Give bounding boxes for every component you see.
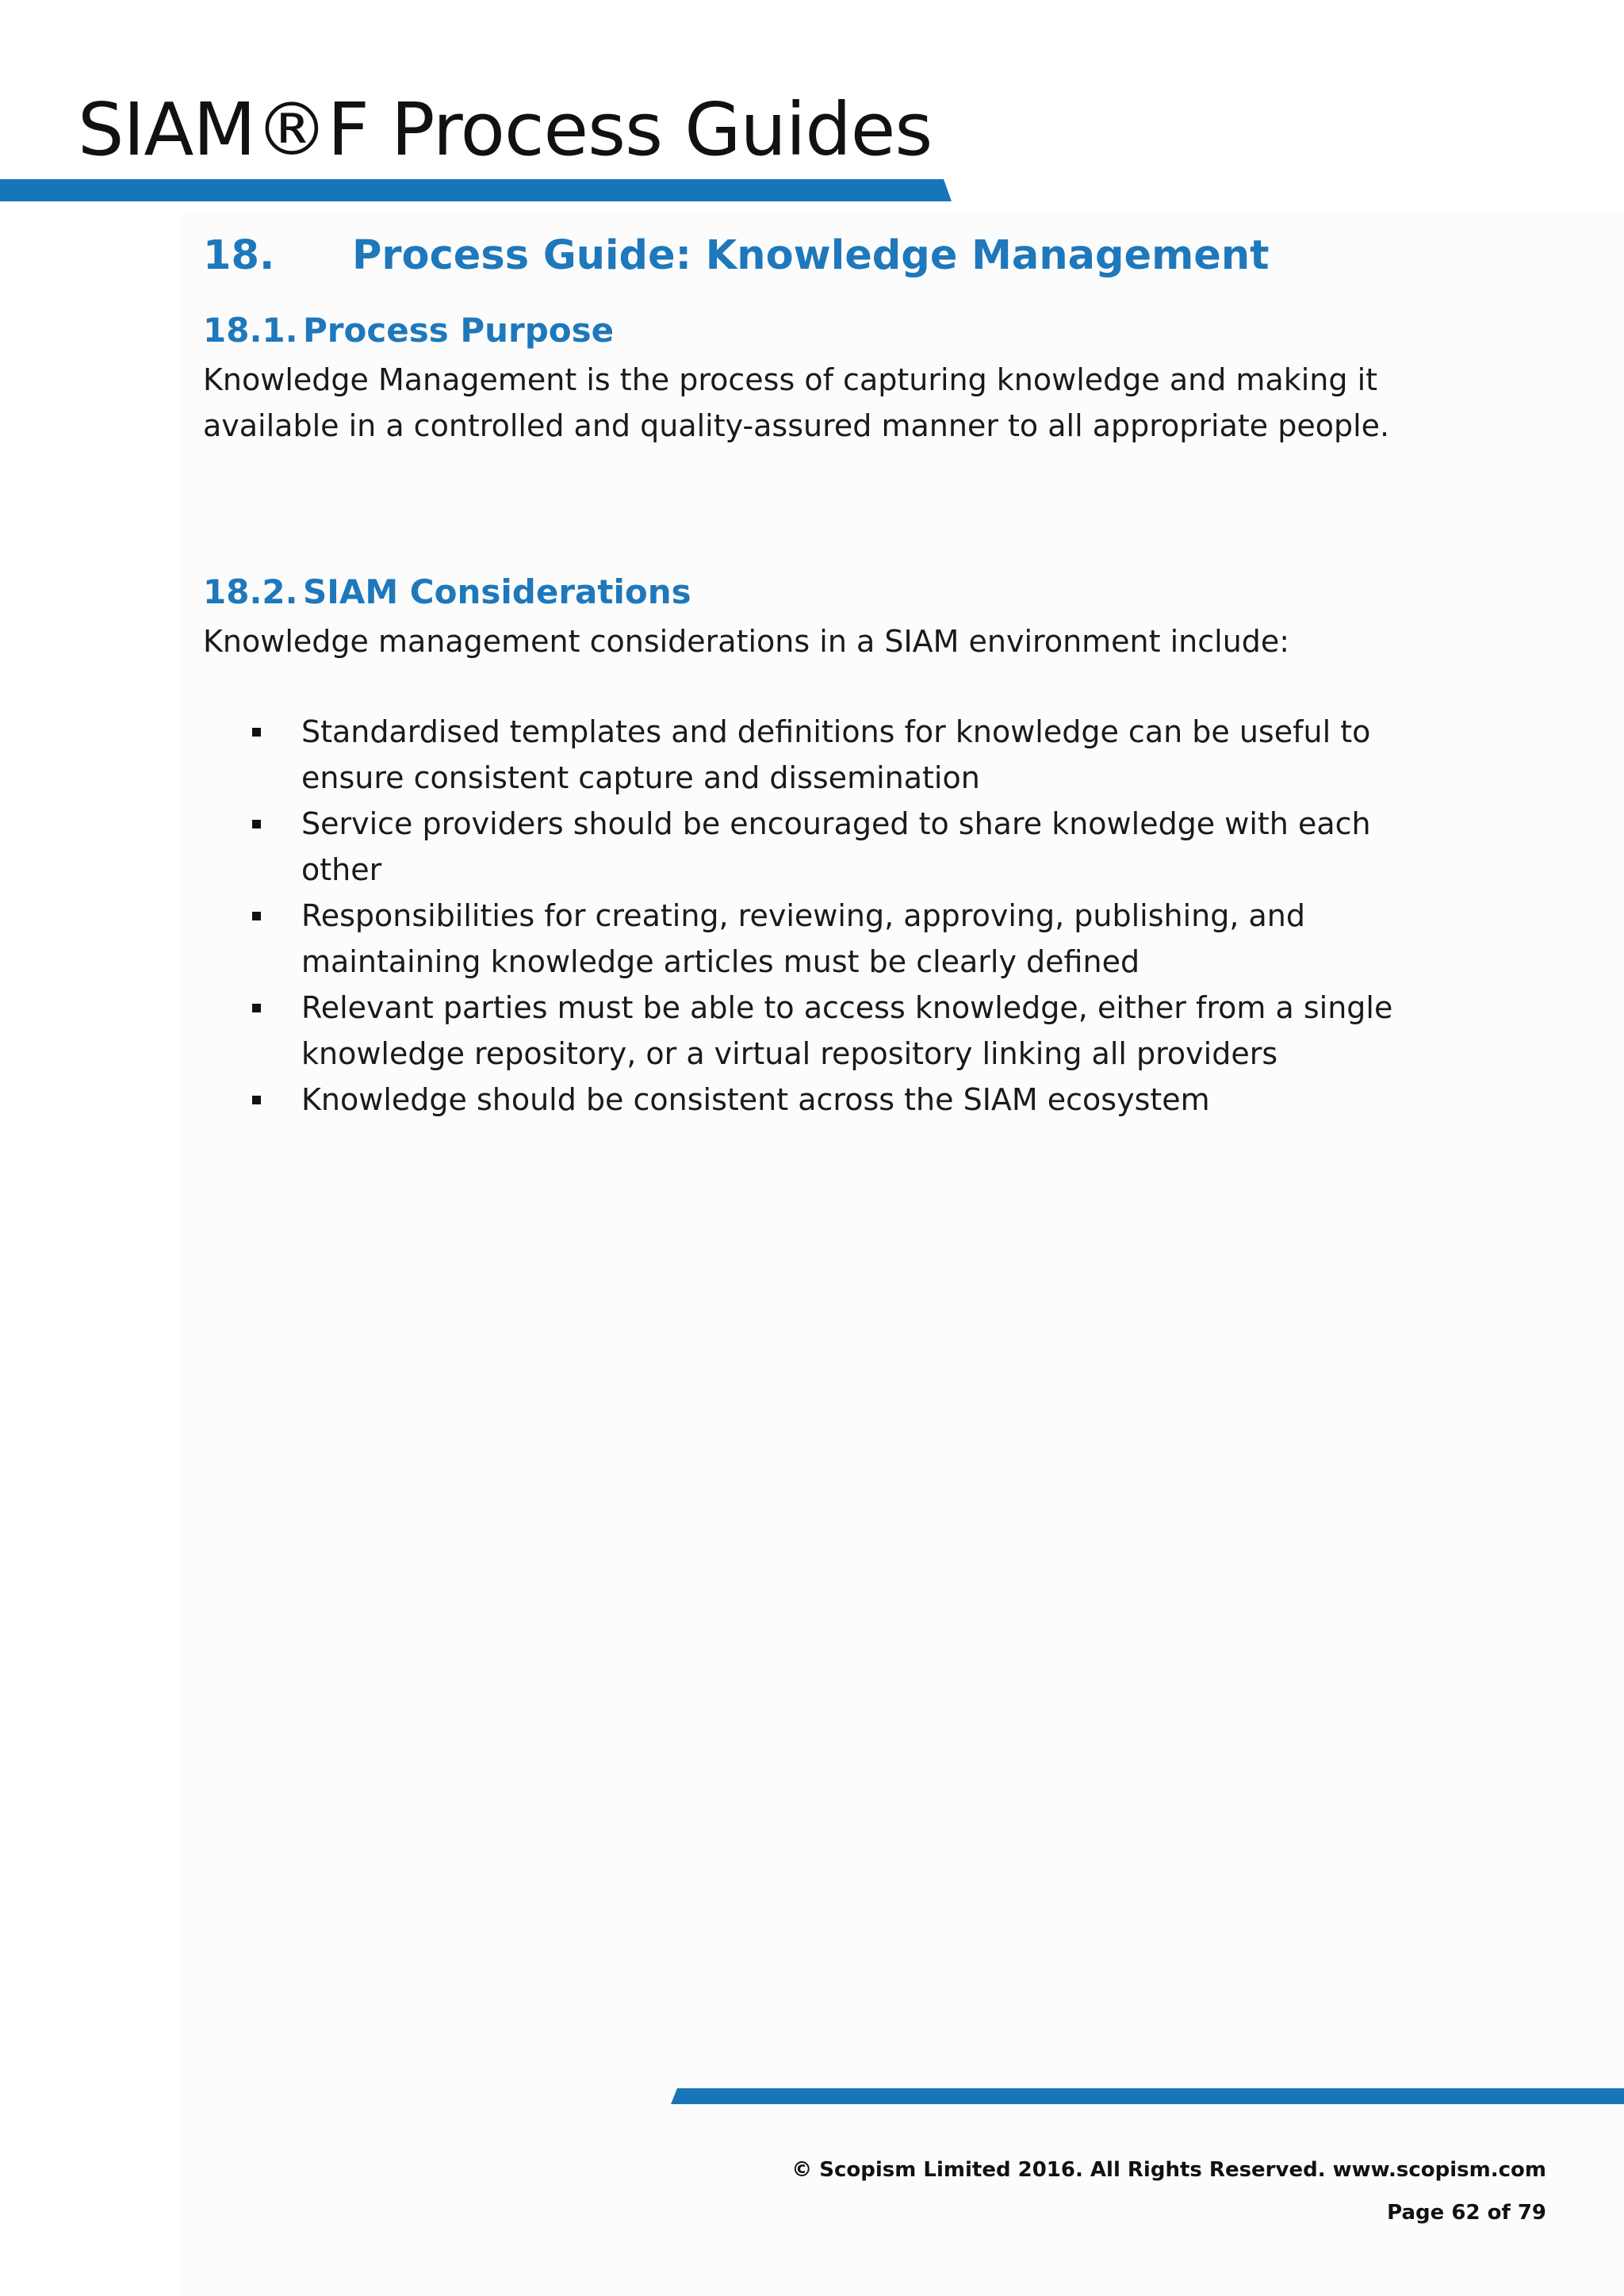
list-item-text: Standardised templates and definitions for knowledge can be useful to ensure consistent capture and dissemination	[301, 714, 1371, 795]
chapter-title: Process Guide: Knowledge Management	[352, 232, 1270, 279]
footer-copyright: © Scopism Limited 2016. All Rights Reserved. www.scopism.com	[791, 2158, 1546, 2182]
list-item-text: Service providers should be encouraged to share knowledge with each other	[301, 806, 1371, 887]
content-panel	[182, 214, 1624, 2296]
section-title: SIAM Considerations	[303, 572, 691, 611]
chapter-number: 18.	[203, 232, 275, 279]
considerations-list	[203, 709, 1440, 1123]
list-item	[203, 1077, 1440, 1123]
list-item	[203, 985, 1440, 1077]
section-title: Process Purpose	[303, 311, 615, 350]
list-item-text: Responsibilities for creating, reviewing, approving, publishing, and maintaining knowledge articles must be clearly defined	[301, 898, 1305, 979]
square-bullet-icon	[252, 1096, 261, 1104]
header-accent-bar	[0, 179, 952, 201]
footer-accent-bar	[671, 2088, 1624, 2104]
square-bullet-icon	[252, 820, 261, 828]
footer-page-number: Page 62 of 79	[1387, 2201, 1546, 2225]
square-bullet-icon	[252, 1004, 261, 1012]
chapter-heading	[203, 232, 1270, 280]
section-heading-process-purpose	[203, 311, 614, 350]
document-header-title: SIAM®F Process Guides	[78, 87, 933, 172]
process-purpose-paragraph: Knowledge Management is the process of capturing knowledge and making it available in a controlled and quality-assured manner to all appropriate people.	[203, 362, 1390, 443]
list-item-text: Relevant parties must be able to access knowledge, either from a single knowledge repository, or a virtual repository linking all providers	[301, 990, 1393, 1071]
section-heading-siam-considerations	[203, 572, 691, 612]
square-bullet-icon	[252, 728, 261, 737]
siam-considerations-intro: Knowledge management considerations in a SIAM environment include:	[203, 624, 1290, 659]
list-item	[203, 801, 1440, 893]
list-item	[203, 893, 1440, 985]
list-item-text: Knowledge should be consistent across the SIAM ecosystem	[301, 1082, 1210, 1117]
section-number: 18.2.	[203, 572, 298, 611]
square-bullet-icon	[252, 912, 261, 920]
list-item	[203, 709, 1440, 801]
section-number: 18.1.	[203, 311, 298, 350]
